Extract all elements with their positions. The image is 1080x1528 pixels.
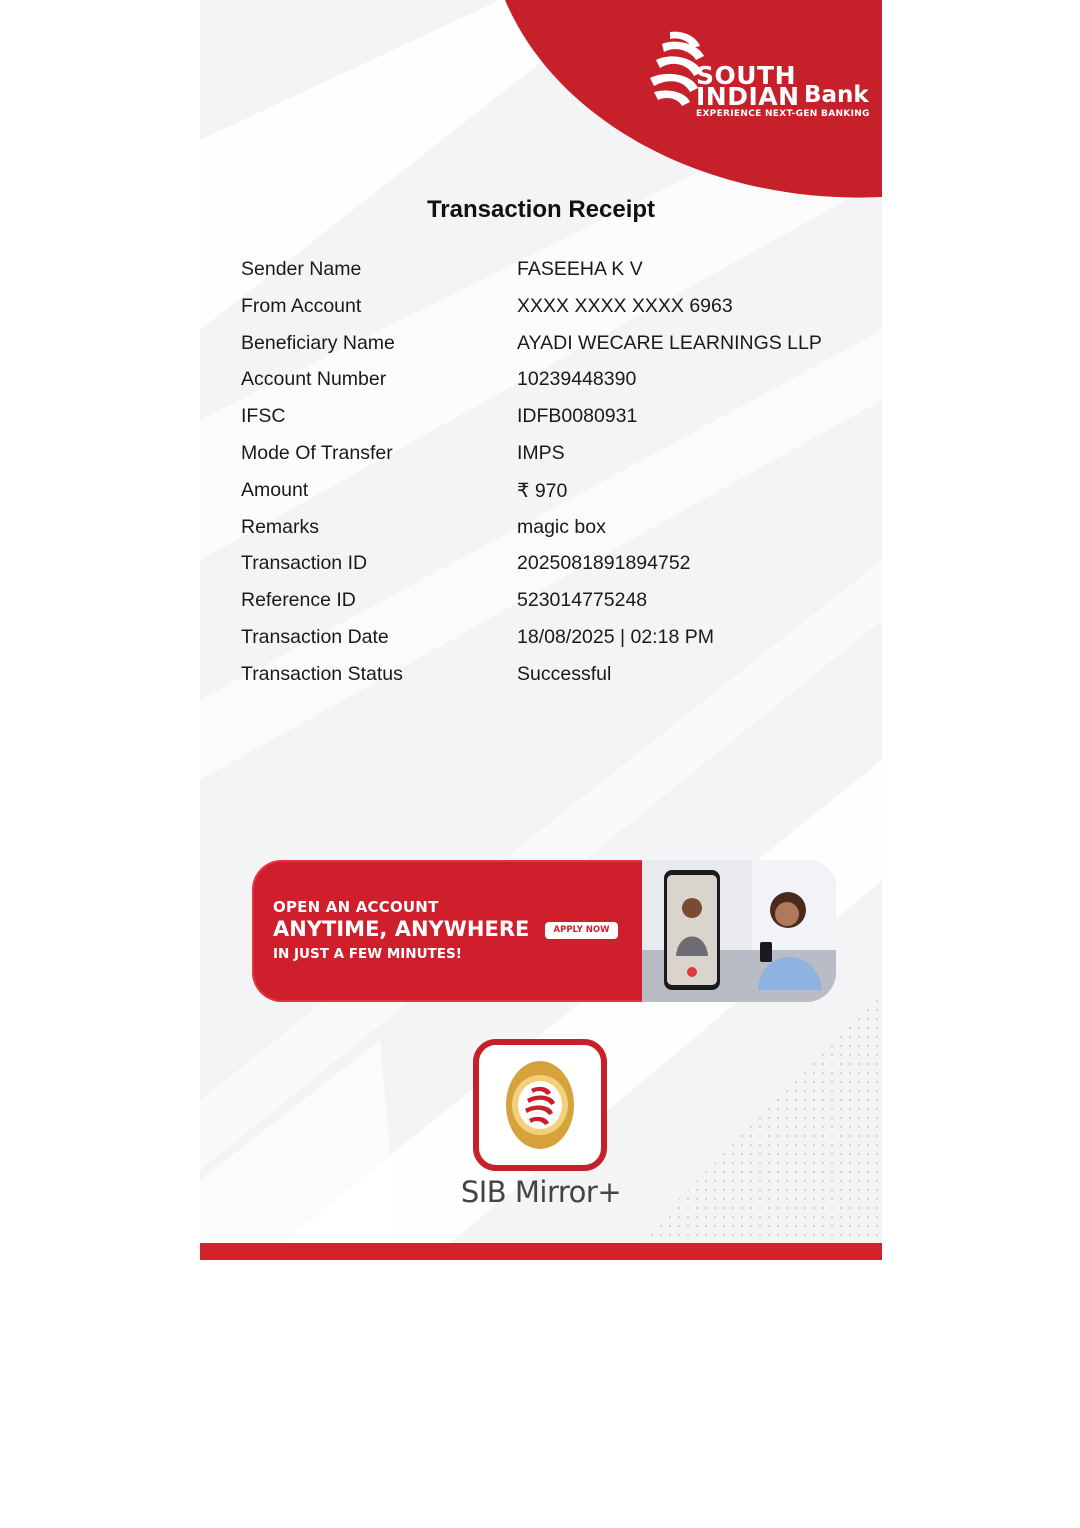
row-label: IFSC (241, 405, 286, 428)
row-remarks (241, 514, 861, 551)
row-reference-id (241, 587, 861, 624)
footer-red-bar (200, 1243, 882, 1260)
row-label: Amount (241, 478, 309, 501)
row-label: Sender Name (241, 258, 362, 280)
row-value: XXXX XXXX XXXX 6963 (517, 294, 733, 317)
row-transaction-id (241, 550, 861, 587)
row-value: IMPS (517, 441, 565, 464)
receipt-details (241, 256, 861, 698)
video-kyc-photo-icon (642, 860, 836, 1002)
brand-name-suffix: Bank (804, 82, 869, 108)
row-ifsc (241, 403, 861, 440)
row-account-number (241, 366, 861, 403)
row-value: IDFB0080931 (517, 405, 638, 428)
row-sender-name (241, 256, 861, 293)
row-label: Remarks (241, 515, 320, 538)
row-label: From Account (241, 294, 362, 317)
row-value: 10239448390 (517, 368, 637, 391)
banner-line1: OPEN AN ACCOUNT (273, 898, 439, 916)
app-name: SIB Mirror+ (460, 1175, 622, 1209)
sib-mirror-app-icon[interactable] (473, 1039, 607, 1171)
row-label: Mode Of Transfer (241, 441, 393, 464)
banner-line2: ANYTIME, ANYWHERE (273, 917, 530, 941)
row-from-account (241, 293, 861, 330)
bank-logo (648, 30, 868, 122)
row-amount (241, 477, 861, 514)
row-value: 18/08/2025 | 02:18 PM (517, 625, 714, 648)
transaction-receipt (200, 0, 882, 1260)
row-value: AYADI WECARE LEARNINGS LLP (517, 331, 822, 354)
row-label: Beneficiary Name (241, 331, 395, 354)
row-label: Transaction ID (241, 552, 368, 575)
row-value: 2025081891894752 (517, 552, 691, 575)
page-title: Transaction Receipt (426, 196, 656, 223)
banner-line3: IN JUST A FEW MINUTES! (273, 946, 462, 962)
brand-name-line2: INDIAN (696, 82, 800, 111)
apply-now-button[interactable]: APPLY NOW (545, 922, 618, 939)
row-value: Successful (517, 662, 612, 685)
brand-tagline: EXPERIENCE NEXT-GEN BANKING (696, 109, 870, 119)
row-mode-of-transfer (241, 440, 861, 477)
open-account-banner[interactable] (252, 860, 836, 1002)
row-value: FASEEHA K V (517, 258, 643, 280)
row-transaction-date (241, 624, 861, 661)
row-value: 523014775248 (517, 589, 648, 612)
row-transaction-status (241, 661, 861, 698)
row-label: Account Number (241, 368, 387, 391)
row-beneficiary-name (241, 330, 861, 367)
row-label: Transaction Date (241, 625, 389, 648)
brand-name-line1: SOUTH (696, 61, 797, 90)
row-label: Transaction Status (241, 662, 403, 685)
row-value: ₹ 970 (517, 479, 568, 502)
row-value: magic box (517, 515, 606, 538)
row-label: Reference ID (241, 589, 356, 612)
